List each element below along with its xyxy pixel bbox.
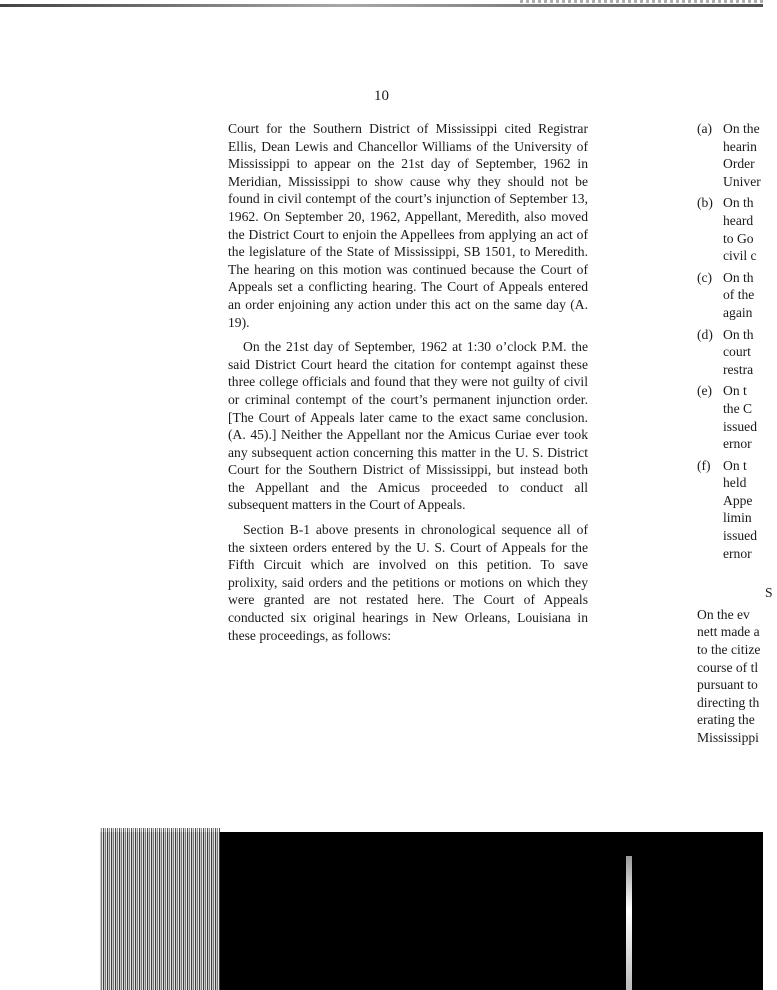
list-marker: (f) [697,457,711,473]
list-item: (f) On t held Appe limin issued ernor [697,457,757,561]
hearings-list [697,120,777,562]
left-text-column [228,120,588,651]
right-text-column-cropped [697,120,777,747]
list-marker: (b) [697,195,713,211]
scan-bottom-margin [0,832,100,990]
list-marker: (a) [697,121,713,136]
paragraph-1: Court for the Southern District of Mississippi cited Registrar Ellis, Dean Lewis and Chancellor Williams of the University of Mississippi to appear on the 21st day of September, 1962 in Meridian, Mississippi to show cause why they should not be found in civil contempt of the court’s injunction of September 13, 1962. On September 20, 1962, Appellant, Meredith, also moved the District Court to enjoin the Appellees from applying an act of the legislature of the State of Mississippi, SB 1501, to Meredith. The hearing on this motion was continued because the Court of Appeals set a conflicting hearing. The Court of Appeals entered an order enjoining any action under this act on the same day (A. 19). [228,121,588,330]
list-item: (c) On th of the again [697,269,755,320]
list-item: (b) On th heard to Go civil c [697,195,757,264]
list-item: (a) On the hearin Order Univer [697,121,761,189]
list-item: (e) On t the C issued ernor [697,383,757,452]
top-scan-line [0,4,763,7]
paragraph-3: Section B-1 above presents in chronological sequence all of the sixteen orders entered by the U. S. Court of Appeals for the Fifth Circuit which are involved on this petition. To save prolixity, said orders and the petitions or motions on which they were granted are not restated here. The Court of Appeals conducted six original hearings in New Orleans, Louisiana in these proceedings, as follows: [228,522,588,643]
scan-bottom-edge-noise [100,828,220,990]
right-paragraph: On the ev nett made a to the citize course of tl pursuant to directing th erating the Mississippi [697,606,761,745]
list-marker: (c) [697,269,713,285]
paragraph-2: On the 21st day of September, 1962 at 1:30 o’clock P.M. the said District Court heard the citation for contempt against these three college officials and found that they were not guilty of civil or criminal contempt of the court’s permanent injunction order. [The Court of Appeals later came to the exact same conclusion. (A. 45).] Neither the Appellant nor the Amicus Curiae ever took any subsequent action concerning this matter in the U. S. District Court for the Southern District of Mississippi, but instead both the Appellant and the Amicus proceeded to conduct all subsequent matters in the Court of Appeals. [228,339,588,513]
list-marker: (d) [697,326,713,342]
top-scan-dots [520,0,763,3]
list-marker: (e) [697,383,713,399]
page-number: 10 [374,88,389,104]
section-heading-cropped: S [765,585,773,601]
scan-bottom-streak [626,856,632,990]
list-item: (d) On th court restra [697,326,754,377]
